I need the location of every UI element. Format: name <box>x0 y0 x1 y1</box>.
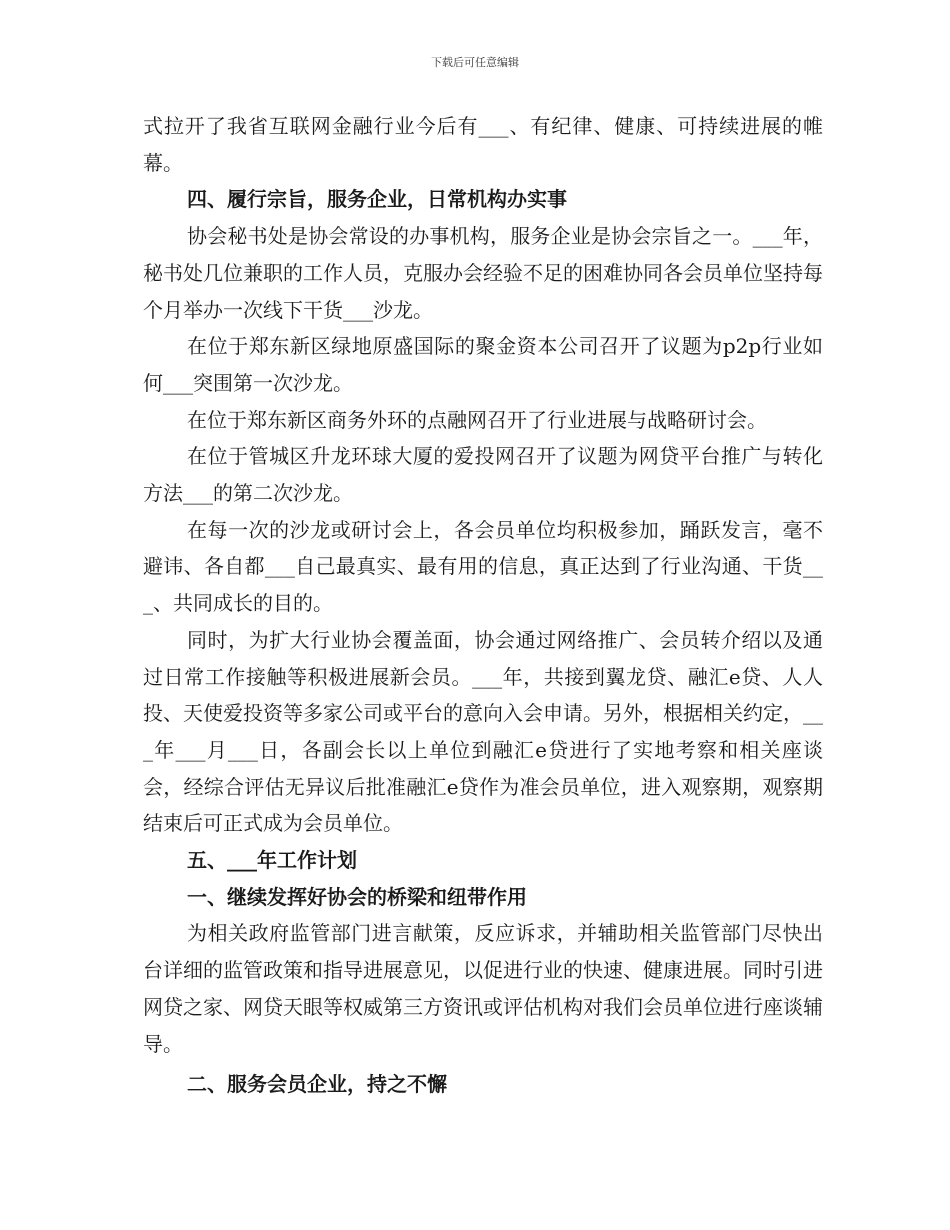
paragraph-bridge-role: 为相关政府监管部门进言献策，反应诉求，并辅助相关监管部门尽快出台详细的监管政策和指导进展意见，以促进行业的快速、健康进展。同时引进网贷之家、网贷天眼等权威第三方资讯或评估机构对我们会员单位进行座谈辅导。 <box>143 921 823 1056</box>
section-heading-4: 四、履行宗旨，服务企业，日常机构办实事 <box>187 187 567 212</box>
paragraph-salon-2: 在位于管城区升龙环球大厦的爱投网召开了议题为网贷平台推广与转化方法___的第二次沙龙。 <box>143 444 823 506</box>
paragraph-participation: 在每一次的沙龙或研讨会上，各会员单位均积极参加，踊跃发言，毫不避讳、各自都___自己最真实、最有用的信息，真正达到了行业沟通、干货___、共同成长的目的。 <box>143 517 823 616</box>
section-heading-5: 五、___年工作计划 <box>187 848 357 873</box>
document-body <box>143 108 823 1103</box>
subsection-heading-2: 二、服务会员企业，持之不懈 <box>187 1072 447 1097</box>
paragraph-continuation: 式拉开了我省互联网金融行业今后有___、有纪律、健康、可持续进展的帷幕。 <box>143 114 823 175</box>
subsection-heading-1: 一、继续发挥好协会的桥梁和纽带作用 <box>187 884 527 909</box>
paragraph-new-members: 同时，为扩大行业协会覆盖面，协会通过网络推广、会员转介绍以及通过日常工作接触等积极进展新会员。___年，共接到翼龙贷、融汇e贷、人人投、天使爱投资等多家公司或平台的意向入会申请。另外，根据相关约定，___年___月___日，各副会长以上单位到融汇e贷进行了实地考察和相关座谈会，经综合评估无异议后批准融汇e贷作为准会员单位，进入观察期，观察期结束后可正式成为会员单位。 <box>143 627 823 836</box>
page-header: 下载后可任意编辑 <box>431 56 519 69</box>
paragraph-seminar: 在位于郑东新区商务外环的点融网召开了行业进展与战略研讨会。 <box>187 407 767 432</box>
paragraph-secretariat: 协会秘书处是协会常设的办事机构，服务企业是协会宗旨之一。___年，秘书处几位兼职的工作人员，克服办会经验不足的困难协同各会员单位坚持每个月举办一次线下干货___沙龙。 <box>143 224 823 322</box>
paragraph-salon-1: 在位于郑东新区绿地原盛国际的聚金资本公司召开了议题为p2p行业如何___突围第一次沙龙。 <box>143 334 823 395</box>
